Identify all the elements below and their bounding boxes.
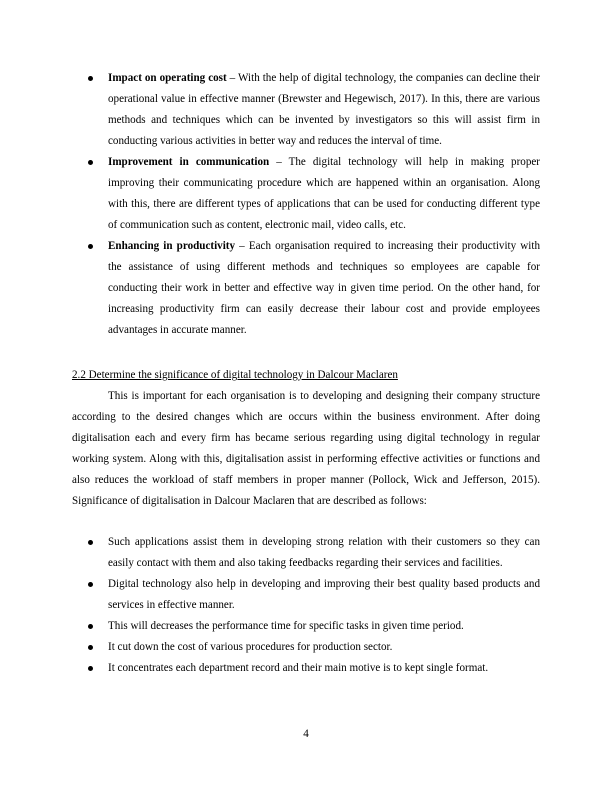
bullet-text: – With the help of digital technology, the companies can decline their operational value in effective manner (Brewster and Hegewisch, 2017). In this, there are various methods and techniques which can be invented by investigators so this will assist firm in conducting various activities in better way and reduces the interval of time.	[108, 72, 540, 147]
page-number: 4	[303, 728, 309, 740]
benefits-list	[90, 68, 540, 341]
list-item: It cut down the cost of various procedures for production sector.	[90, 637, 540, 658]
list-item	[90, 152, 540, 236]
list-item: Digital technology also help in developing and improving their best quality based products and services in effective manner.	[90, 574, 540, 616]
bullet-text: – Each organisation required to increasing their productivity with the assistance of using different methods and techniques so employees are capable for conducting their work in better and effective way in given time period. On the other hand, for increasing productivity firm can easily decrease their labour cost and provide employees advantages in accurate manner.	[108, 240, 541, 336]
body-paragraph: This is important for each organisation is to developing and designing their company structure according to the desired changes which are occurs within the business environment. After doing digitalisation each and every firm has became serious regarding using digital technology in regular working system. Along with this, digitalisation assist in performing effective activities or functions and also reduces the workload of staff members in proper manner (Pollock, Wick and Jefferson, 2015). Significance of digitalisation in Dalcour Maclaren that are described as follows:	[72, 390, 540, 507]
list-item: This will decreases the performance time for specific tasks in given time period.	[90, 616, 540, 637]
significance-list	[90, 532, 540, 679]
bullet-term: Impact on operating cost	[108, 72, 227, 84]
list-item: Such applications assist them in developing strong relation with their customers so they can easily contact with them and also taking feedbacks regarding their services and facilities.	[90, 532, 540, 574]
list-item: It concentrates each department record and their main motive is to kept single format.	[90, 658, 540, 679]
bullet-text: – The digital technology will help in making proper improving their communicating procedure which are happened within an organisation. Along with this, there are different types of applications that can be used for conducting different type of communication such as content, electronic mail, video calls, etc.	[108, 156, 540, 231]
list-item	[90, 236, 540, 341]
section-heading: 2.2 Determine the significance of digital technology in Dalcour Maclaren	[72, 369, 398, 381]
list-item	[90, 68, 540, 152]
bullet-term: Improvement in communication	[108, 156, 270, 168]
bullet-term: Enhancing in productivity	[108, 240, 236, 252]
